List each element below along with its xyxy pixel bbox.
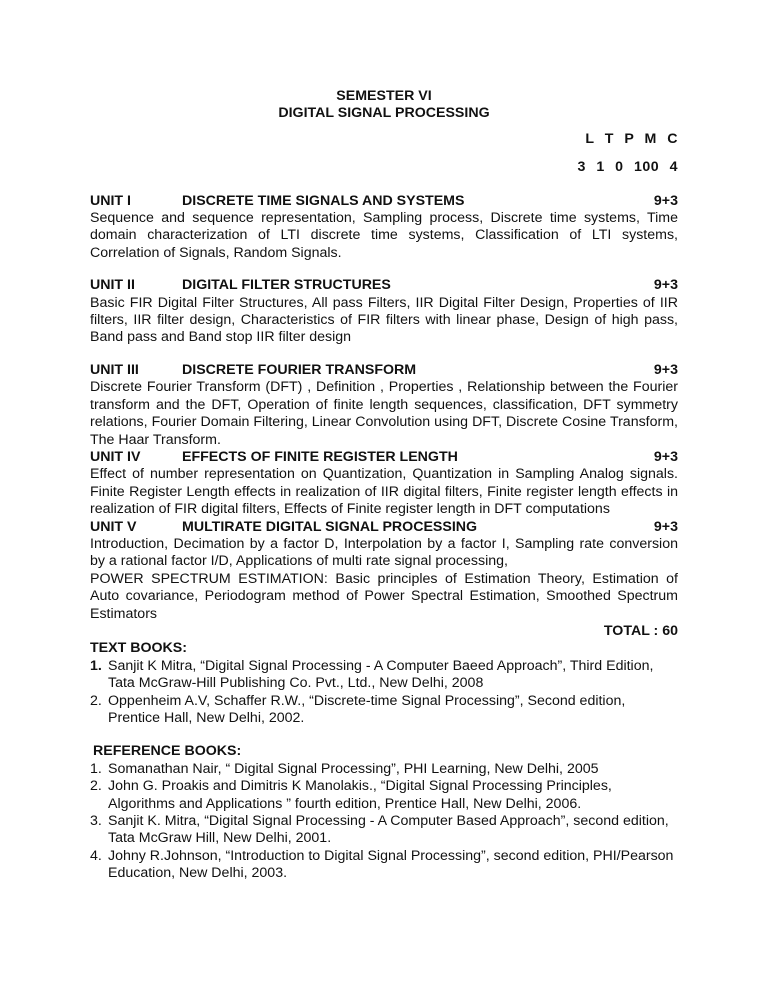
unit-body: Effect of number representation on Quantization, Quantization in Sampling Analog signals. Finite Register Length effects in realization of IIR digital filters, Finite register length effects in realization of FIR digital filters, Effects of Finite register length in DFT computations (90, 466, 678, 518)
unit-title: DISCRETE FOURIER TRANSFORM (182, 361, 417, 378)
unit-heading (90, 449, 678, 466)
list-item (90, 693, 678, 728)
unit-title: DIGITAL FILTER STRUCTURES (182, 277, 391, 294)
list-text: John G. Proakis and Dimitris K Manolakis., “Digital Signal Processing Principles, Algorithms and Applications ” fourth edition, Prentice Hall, New Delhi, 2006. (108, 778, 612, 812)
list-text: Sanjit K Mitra, “Digital Signal Processing - A Computer Baeed Approach”, Third Edition, Tata McGraw-Hill Publishing Co. Pvt., Ltd., New Delhi, 2008 (108, 657, 654, 692)
unit-heading (90, 519, 678, 536)
semester-heading: SEMESTER VI (336, 88, 432, 104)
list-number: 3. (90, 813, 102, 830)
syllabus-page (90, 88, 678, 883)
list-number: 2. (90, 778, 102, 795)
list-number: 1. (90, 657, 102, 674)
unit-hours: 9+3 (653, 448, 678, 465)
list-item (90, 813, 678, 848)
unit-title: MULTIRATE DIGITAL SIGNAL PROCESSING (182, 518, 478, 535)
list-item (90, 761, 678, 778)
unit-hours: 9+3 (653, 192, 678, 209)
unit-body: Basic FIR Digital Filter Structures, All pass Filters, IIR Digital Filter Design, Properties of IIR filters, IIR filter design, Characteristics of FIR filters with linear phase, Design of high pass, Band pass and Band stop IIR filter design (90, 294, 678, 346)
text-books-heading: TEXT BOOKS: (90, 640, 187, 657)
unit-hours: 9+3 (653, 277, 678, 294)
text-books-list (90, 658, 678, 728)
unit-title: DISCRETE TIME SIGNALS AND SYSTEMS (182, 192, 465, 209)
unit-number: UNIT III (90, 361, 139, 378)
list-item (90, 848, 678, 883)
reference-books-heading: REFERENCE BOOKS: (93, 743, 242, 760)
unit-number: UNIT I (90, 192, 131, 209)
unit-body: Sequence and sequence representation, Sampling process, Discrete time systems, Time domain characterization of LTI discrete time systems, Classification of LTI systems, Correlation of Signals, Random Signals. (90, 210, 678, 261)
unit-hours: 9+3 (653, 518, 678, 535)
unit-body: Introduction, Decimation by a factor D, Interpolation by a factor I, Sampling rate conversion by a rational factor I/D, Applications of multi rate signal processing, (90, 535, 678, 570)
course-title: DIGITAL SIGNAL PROCESSING (278, 105, 490, 122)
list-number: 4. (90, 847, 102, 864)
list-text: Oppenheim A.V, Schaffer R.W., “Discrete-time Signal Processing”, Second edition, Prentice Hall, New Delhi, 2002. (108, 692, 626, 726)
unit-number: UNIT IV (90, 448, 141, 465)
unit-heading (90, 362, 678, 379)
list-item (90, 658, 678, 693)
ltpmc-labels: L T P M C (585, 130, 678, 147)
list-item (90, 778, 678, 813)
unit-body-extra: POWER SPECTRUM ESTIMATION: Basic principles of Estimation Theory, Estimation of Auto covariance, Periodogram method of Power Spectral Estimation, Smoothed Spectrum Estimators (90, 570, 678, 622)
unit-title: EFFECTS OF FINITE REGISTER LENGTH (182, 448, 458, 465)
list-text: Sanjit K. Mitra, “Digital Signal Processing - A Computer Based Approach”, second edition, Tata McGraw Hill, New Delhi, 2001. (108, 813, 669, 847)
unit-hours: 9+3 (653, 361, 678, 378)
total-hours: TOTAL : 60 (603, 622, 678, 639)
ltpmc-values: 3 1 0 100 4 (577, 159, 678, 176)
list-text: Johny R.Johnson, “Introduction to Digital Signal Processing”, second edition, PHI/Pearson Education, New Delhi, 2003. (108, 847, 674, 882)
list-text: Somanathan Nair, “ Digital Signal Processing”, PHI Learning, New Delhi, 2005 (108, 760, 599, 777)
unit-number: UNIT II (90, 277, 135, 294)
list-number: 1. (90, 760, 102, 777)
unit-heading (90, 277, 678, 294)
unit-number: UNIT V (90, 518, 137, 535)
unit-heading (90, 193, 678, 210)
reference-books-list (90, 761, 678, 883)
list-number: 2. (90, 692, 102, 709)
unit-body: Discrete Fourier Transform (DFT) , Definition , Properties , Relationship between the Fourier transform and the DFT, Operation of finite length sequences, classification, DFT symmetry relations, Fourier Domain Filtering, Linear Convolution using DFT, Discrete Cosine Transform, The Haar Transform. (90, 379, 678, 448)
